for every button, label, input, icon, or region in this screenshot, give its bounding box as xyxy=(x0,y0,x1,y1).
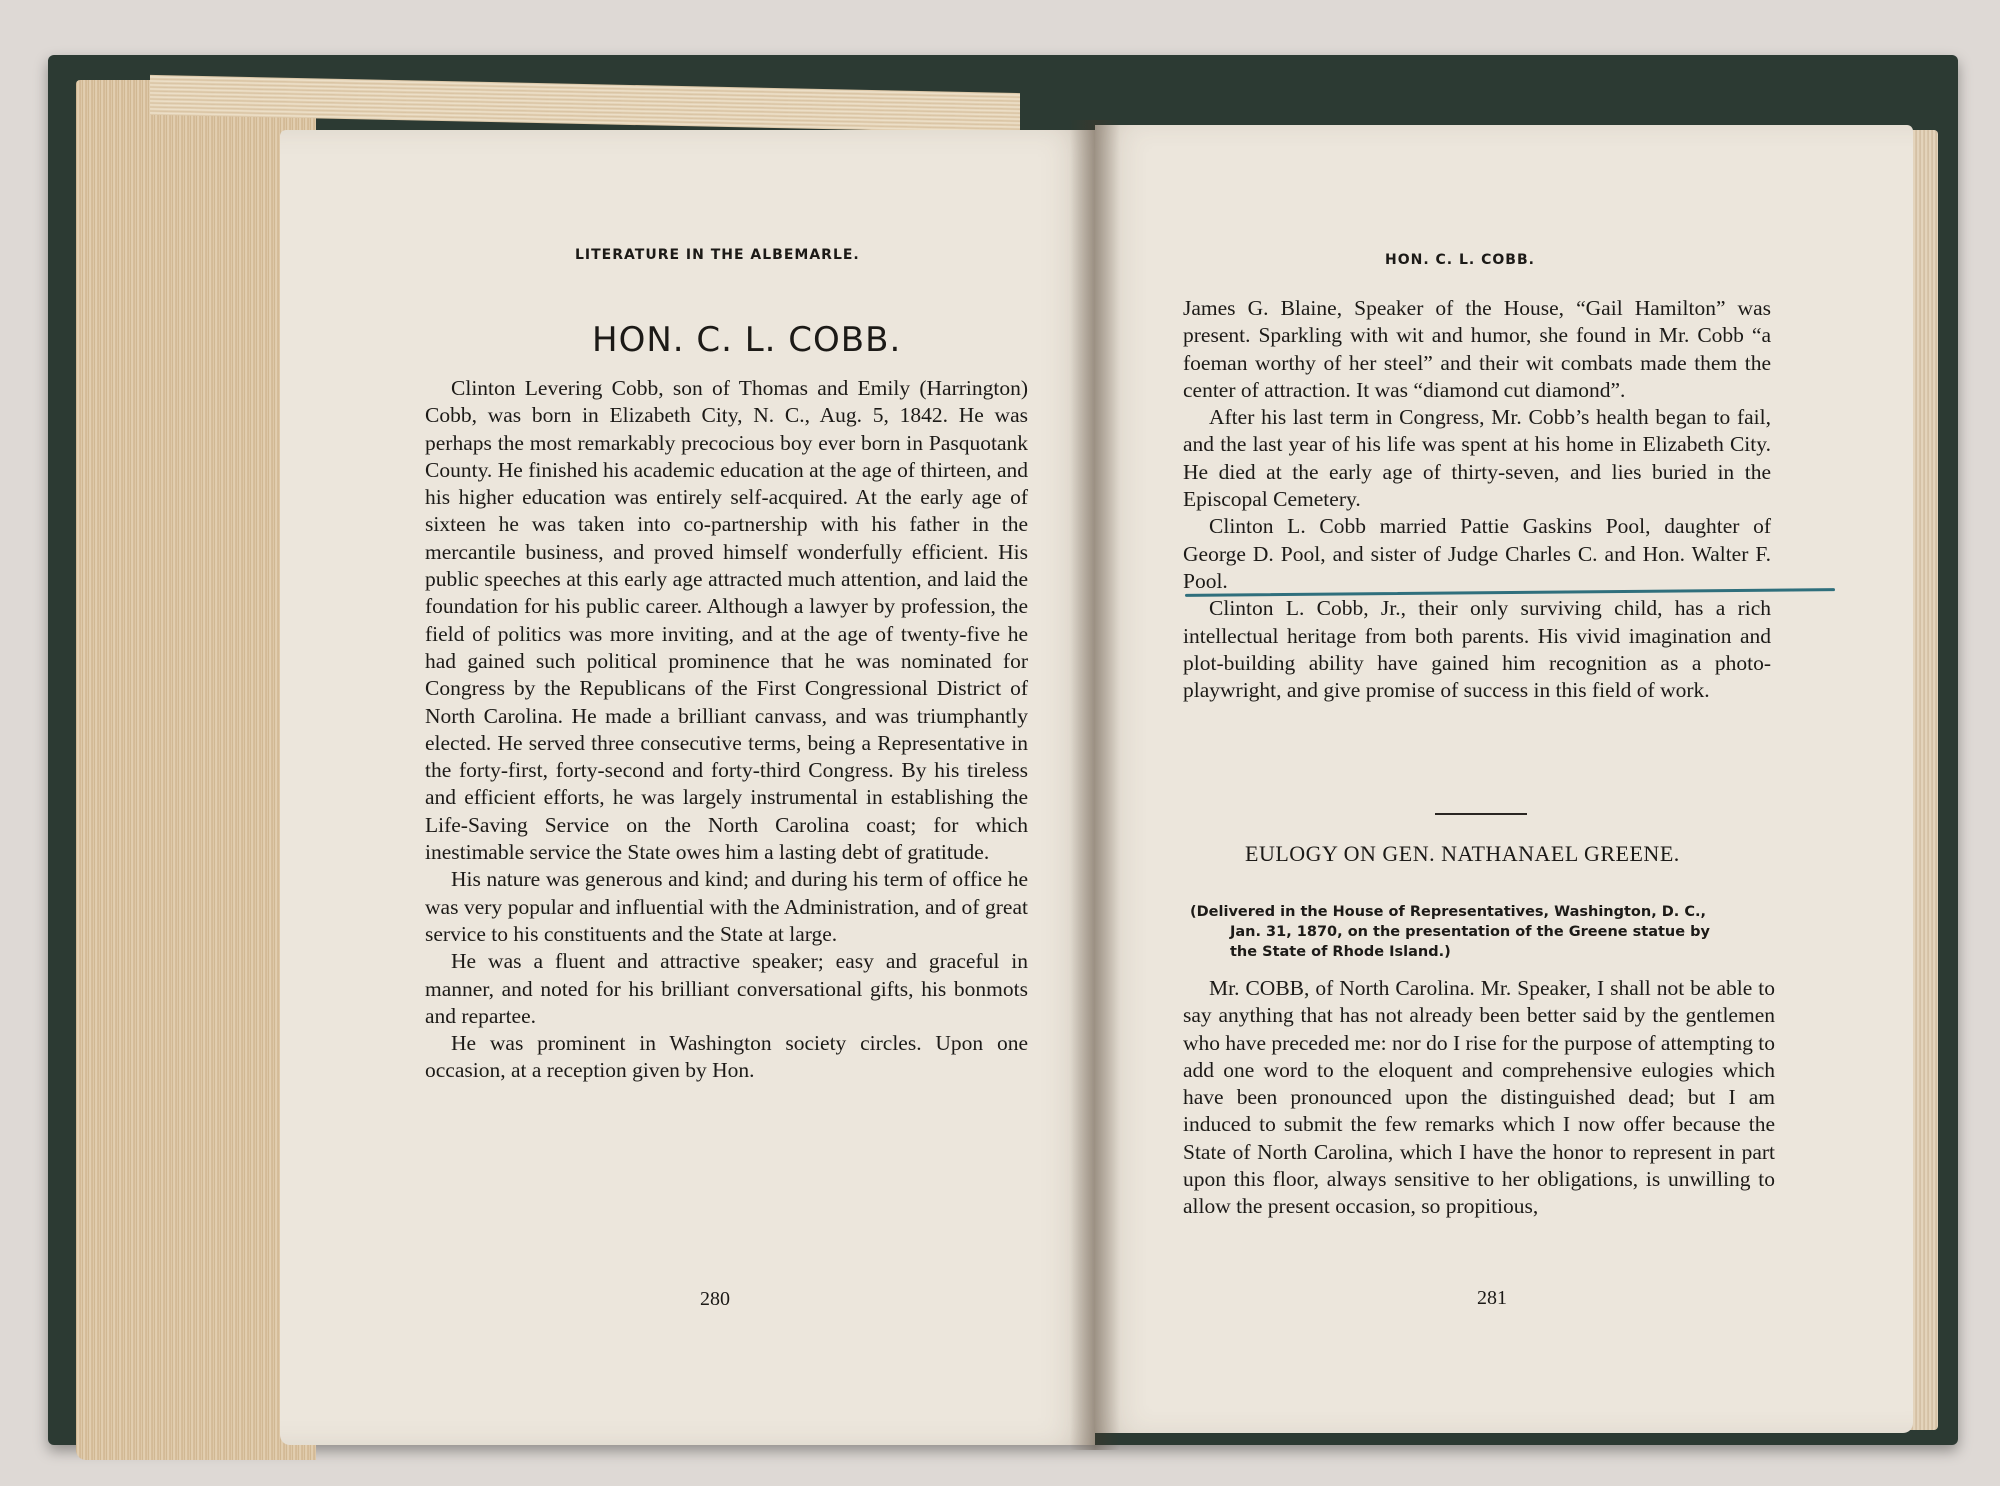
right-body-text xyxy=(1183,295,1771,704)
section-divider xyxy=(1435,813,1527,815)
chapter-title: HON. C. L. COBB. xyxy=(592,320,902,360)
paragraph: Clinton L. Cobb married Pattie Gaskins Pool, daughter of George D. Pool, and sister of Judge Charles C. and Hon. Walter F. Pool. xyxy=(1183,514,1771,593)
paragraph: Clinton Levering Cobb, son of Thomas and Emily (Harrington) Cobb, was born in Elizabeth City, N. C., Aug. 5, 1842. He was perhaps the most remarkably precocious boy ever born in Pasquotank County. He finished his academic education at the age of thirteen, and his higher education was entirely self-acquired. At the early age of sixteen he was taken into co-partnership with his father in the mercantile business, and proved himself wonderfully efficient. His public speeches at this early age attracted much attention, and laid the foundation for his public career. Although a lawyer by profession, the field of politics was more inviting, and at the age of twenty-five he had gained such political prominence that he was nominated for Congress by the Republicans of the First Congressional District of North Carolina. He made a brilliant canvass, and was triumphantly elected. He served three consecutive terms, being a Representative in the forty-first, forty-second and forty-third Congress. By his tireless and efficient efforts, he was largely instrumental in establishing the Life-Saving Service on the North Carolina coast; for which inestimable service the State owes him a lasting debt of gratitude. xyxy=(425,376,1028,865)
delivery-note-line: Jan. 31, 1870, on the presentation of the Greene statue by xyxy=(1230,924,1710,940)
paragraph: After his last term in Congress, Mr. Cobb’s health began to fail, and the last year of his life was spent at his home in Elizabeth City. He died at the early age of thirty-seven, and lies buried in the Episcopal Cemetery. xyxy=(1183,405,1771,512)
paragraph: James G. Blaine, Speaker of the House, “Gail Hamilton” was present. Sparkling with wit and humor, she found in Mr. Cobb “a foeman worthy of her steel” and their wit combats made them the center of attraction. It was “diamond cut diamond”. xyxy=(1183,296,1771,402)
speech-text xyxy=(1183,975,1775,1221)
paragraph: He was a fluent and attractive speaker; easy and graceful in manner, and noted for his brilliant conversational gifts, his bonmots and repartee. xyxy=(425,949,1028,1028)
delivery-note xyxy=(1190,902,1780,962)
paragraph: Mr. COBB, of North Carolina. Mr. Speaker, I shall not be able to say anything that has not already been better said by the gentlemen who have preceded me: nor do I rise for the purpose of attempting to add one word to the eloquent and comprehensive eulogies which have been pronounced upon the distinguished dead; but I am induced to submit the few remarks which I now offer because the State of North Carolina, which I have the honor to represent in part upon this floor, always sensitive to her obligations, is unwilling to allow the present occasion, so propitious, xyxy=(1183,976,1775,1219)
paragraph: Clinton L. Cobb, Jr., their only surviving child, has a rich intellectual heritage from both parents. His vivid imagination and plot-building ability have gained him recognition as a photo-playwright, and give promise of success in this field of work. xyxy=(1183,596,1771,703)
book-gutter xyxy=(1070,120,1120,1450)
section-title: EULOGY ON GEN. NATHANAEL GREENE. xyxy=(1245,841,1680,866)
page-number: 281 xyxy=(1477,1287,1507,1309)
right-page xyxy=(1095,125,1913,1433)
running-head: HON. C. L. COBB. xyxy=(1385,252,1535,268)
page-number: 280 xyxy=(700,1288,730,1310)
left-page xyxy=(280,130,1095,1445)
paragraph: He was prominent in Washington society circles. Upon one occasion, at a reception given by Hon. xyxy=(425,1031,1028,1083)
left-body-text xyxy=(425,375,1028,1085)
running-head: LITERATURE IN THE ALBEMARLE. xyxy=(575,247,860,263)
delivery-note-line: (Delivered in the House of Representatives, Washington, D. C., xyxy=(1190,904,1707,920)
delivery-note-line: the State of Rhode Island.) xyxy=(1230,944,1451,960)
paragraph: His nature was generous and kind; and during his term of office he was very popular and influential with the Administration, and of great service to his constituents and the State at large. xyxy=(425,867,1028,946)
